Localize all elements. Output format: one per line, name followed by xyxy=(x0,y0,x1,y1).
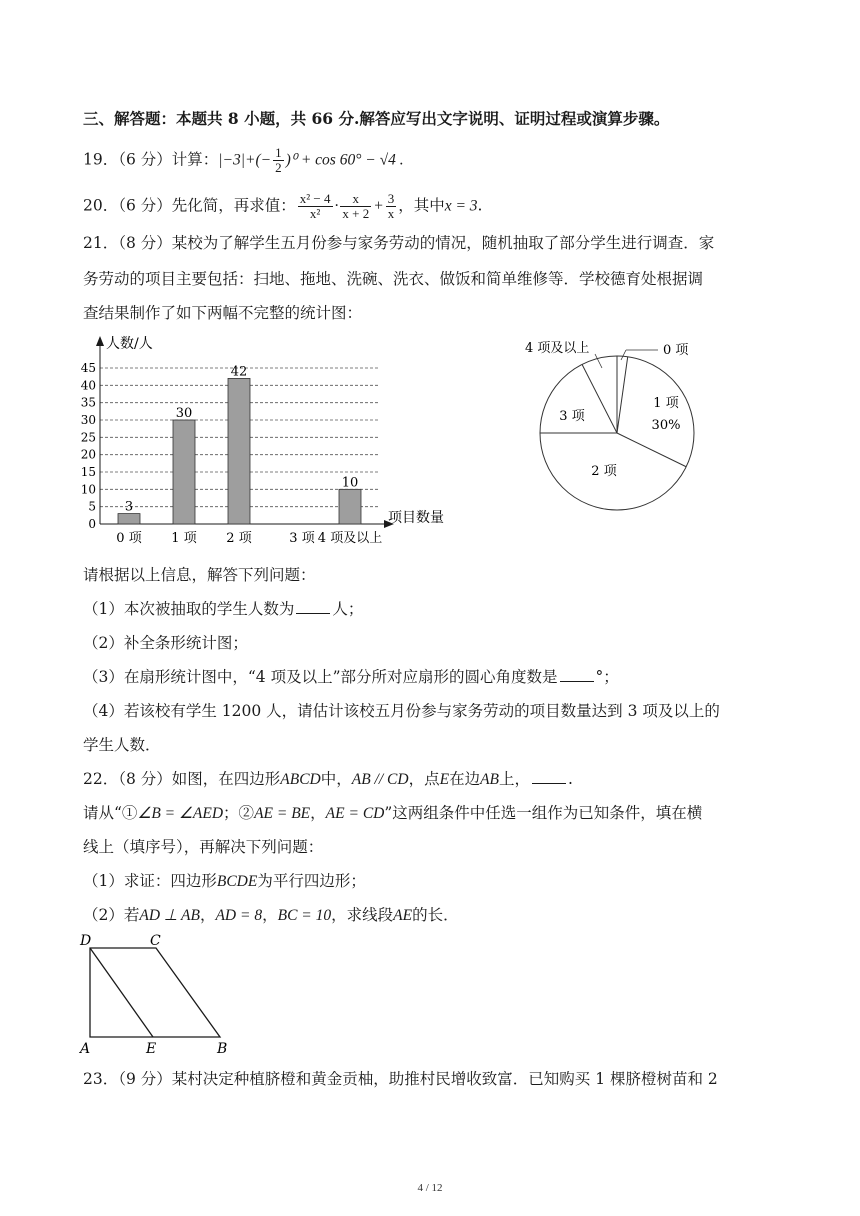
pie-percent-1: 30% xyxy=(651,418,681,433)
x-tick-label: 0 项 xyxy=(116,531,142,546)
q22-sub2-c: 的长． xyxy=(412,906,459,924)
x-tick-label: 4 项及以上 xyxy=(317,531,383,546)
q21-sub3-b: °； xyxy=(595,668,619,686)
q22-bcde: BCDE xyxy=(216,873,258,890)
pie-label-3: 3 项 xyxy=(559,409,585,424)
question-19 xyxy=(83,146,404,175)
pie-label-0: 0 项 xyxy=(663,343,689,358)
segment-de xyxy=(90,948,153,1037)
bar-chart-group xyxy=(81,335,444,546)
bar xyxy=(173,420,195,524)
q22-l2-c: ， xyxy=(310,804,326,822)
q19-label: 19．（6 分）计算： xyxy=(83,150,219,169)
x-tick-label: 3 项 xyxy=(289,531,315,546)
q22-perp: AD ⊥ AB xyxy=(139,907,200,924)
q20-f3-num: 3 xyxy=(387,191,395,206)
q21-line-3: 查结果制作了如下两幅不完整的统计图： xyxy=(83,304,363,322)
q22-l1-c: ，点 xyxy=(408,770,440,788)
page-number: 4 / 12 xyxy=(417,1182,443,1194)
q22-sep-1: ， xyxy=(199,906,216,924)
data-label: 30 xyxy=(175,406,193,421)
q22-e: E xyxy=(439,771,450,788)
answer-blank-2[interactable] xyxy=(560,667,594,682)
q23-line-1: 23．（9 分）某村决定种植脐橙和黄金贡柚，助推村民增收致富．已知购买 1 棵脐橙树苗和 2 xyxy=(83,1070,718,1088)
q21-sub-4-line-2: 学生人数． xyxy=(83,736,161,754)
point-label-a: A xyxy=(80,1041,91,1056)
q22-l1-d: 在边 xyxy=(449,770,481,788)
q22-sep-2: ， xyxy=(262,906,278,924)
point-label-b: B xyxy=(217,1041,228,1056)
q19-expr-b: )⁰ + cos 60° − √4 . xyxy=(285,151,404,169)
q22-ad: AD = 8 xyxy=(215,907,263,924)
bar xyxy=(339,489,361,524)
q21-sub-1 xyxy=(83,598,363,620)
q22-sub-2 xyxy=(83,904,459,927)
q22-ab: AB xyxy=(480,771,500,788)
q20-fraction-1 xyxy=(298,192,333,221)
point-label-c: C xyxy=(150,933,161,949)
point-label-d: D xyxy=(80,933,92,949)
q20-tail: ，其中 xyxy=(398,196,445,215)
pie-label-4-plus: 4 项及以上 xyxy=(525,341,590,356)
x-tick-label: 2 项 xyxy=(226,531,252,546)
q21-after: 请根据以上信息，解答下列问题： xyxy=(83,566,316,584)
q21-sub-4-line-1: （4）若该校有学生 1200 人，请估计该校五月份参与家务劳动的项目数量达到 3 项及以上的 xyxy=(83,702,720,720)
q21-sub1-b: 人； xyxy=(332,600,364,618)
q22-l2-d: ”这两组条件中任选一组作为已知条件，填在横 xyxy=(384,804,703,822)
q22-line-2 xyxy=(83,802,702,825)
x-axis-label: 项目数量 xyxy=(388,510,444,526)
q19-frac-num: 1 xyxy=(275,145,282,160)
q20-f2-num: x xyxy=(340,192,371,207)
y-axis-arrow xyxy=(96,336,104,346)
answer-blank-3[interactable] xyxy=(532,769,566,784)
q20-f2-den: x + 2 xyxy=(342,206,370,221)
q22-bc: BC = 10 xyxy=(277,907,332,924)
q20-f1-num: x² − 4 xyxy=(299,191,331,206)
q20-dot: · xyxy=(334,197,339,215)
data-label: 42 xyxy=(230,364,248,380)
q21-sub1-a: （1）本次被抽取的学生人数为 xyxy=(83,600,295,618)
pie-chart-group xyxy=(525,341,694,510)
q20-f3-den: x xyxy=(387,206,395,221)
x-tick-label: 1 项 xyxy=(171,531,197,546)
bar xyxy=(228,378,250,524)
pie-label-2: 2 项 xyxy=(591,464,617,479)
y-tick-label: 45 xyxy=(80,361,96,375)
q22-sub1-a: （1）求证：四边形 xyxy=(83,872,217,890)
answer-blank-1[interactable] xyxy=(296,599,330,614)
q20-fraction-2 xyxy=(340,192,371,221)
question-20 xyxy=(83,192,482,221)
q20-fraction-3 xyxy=(386,192,397,221)
q19-frac-den: 2 xyxy=(275,160,282,175)
q20-plus: + xyxy=(373,197,384,215)
q22-l1-e: 上， xyxy=(499,770,531,788)
q22-cond-2: AE = BE xyxy=(254,805,311,822)
y-tick-label: 15 xyxy=(80,465,96,479)
q22-sub1-b: 为平行四边形； xyxy=(257,872,366,890)
q22-l2-b: ；② xyxy=(223,804,255,822)
q20-f1-den: x² xyxy=(309,206,321,221)
q21-sub3-a: （3）在扇形统计图中，“4 项及以上”部分所对应扇形的圆心角度数是 xyxy=(83,668,558,686)
y-tick-label: 25 xyxy=(80,430,96,445)
quadrilateral-figure xyxy=(76,930,246,1056)
section-header: 三、解答题：本题共 8 小题，共 66 分.解答应写出文字说明、证明过程或演算步骤。 xyxy=(83,109,670,128)
q22-line-1 xyxy=(83,768,573,791)
y-tick-label: 0 xyxy=(88,517,96,531)
quadrilateral-abcd xyxy=(90,948,220,1037)
bar xyxy=(118,514,140,524)
q22-abcd: ABCD xyxy=(280,771,321,788)
q20-condition: x = 3 xyxy=(444,197,478,215)
data-label: 10 xyxy=(341,475,359,491)
q22-cond-3: AE = CD xyxy=(325,805,385,822)
bar-chart xyxy=(70,330,470,550)
y-tick-label: 35 xyxy=(80,395,96,410)
y-tick-label: 40 xyxy=(80,378,96,393)
q22-l1-a: 22．（8 分）如图，在四边形 xyxy=(83,770,281,788)
data-label: 3 xyxy=(124,499,134,515)
pie-label-1: 1 项 xyxy=(653,396,679,411)
y-axis-label: 人数/人 xyxy=(106,336,153,352)
q22-sub2-a: （2）若 xyxy=(83,906,140,924)
y-tick-label: 10 xyxy=(80,482,96,497)
q22-ae: AE xyxy=(393,907,413,924)
q20-label: 20．（6 分）先化简，再求值： xyxy=(83,196,296,215)
y-tick-label: 30 xyxy=(80,413,96,427)
y-tick-label: 5 xyxy=(88,499,96,514)
q22-sub2-b: ，求线段 xyxy=(331,906,394,924)
y-tick-label: 20 xyxy=(80,447,96,462)
q22-parallel: AB // CD xyxy=(351,771,409,788)
q22-cond-1: ∠B = ∠AED xyxy=(137,805,224,822)
q22-sub-1 xyxy=(83,870,366,893)
q21-sub-2: （2）补全条形统计图； xyxy=(83,634,248,652)
q21-sub-3 xyxy=(83,666,619,688)
q21-line-2: 务劳动的项目主要包括：扫地、拖地、洗碗、洗衣、做饭和简单维修等．学校德育处根据调 xyxy=(83,270,704,288)
q22-l1-b: 中， xyxy=(320,770,352,788)
q19-fraction xyxy=(273,146,284,175)
q22-l1-f: . xyxy=(568,770,573,788)
pie-chart xyxy=(500,330,740,530)
q21-line-1: 21．（8 分）某校为了解学生五月份参与家务劳动的情况，随机抽取了部分学生进行调查．家 xyxy=(83,234,715,252)
q19-expr-a: |−3|+(− xyxy=(218,151,272,169)
point-label-e: E xyxy=(146,1041,157,1056)
q20-end: . xyxy=(477,196,483,215)
q22-l2-a: 请从“① xyxy=(83,804,138,822)
q22-line-3: 线上（填序号），再解决下列问题： xyxy=(83,838,324,856)
